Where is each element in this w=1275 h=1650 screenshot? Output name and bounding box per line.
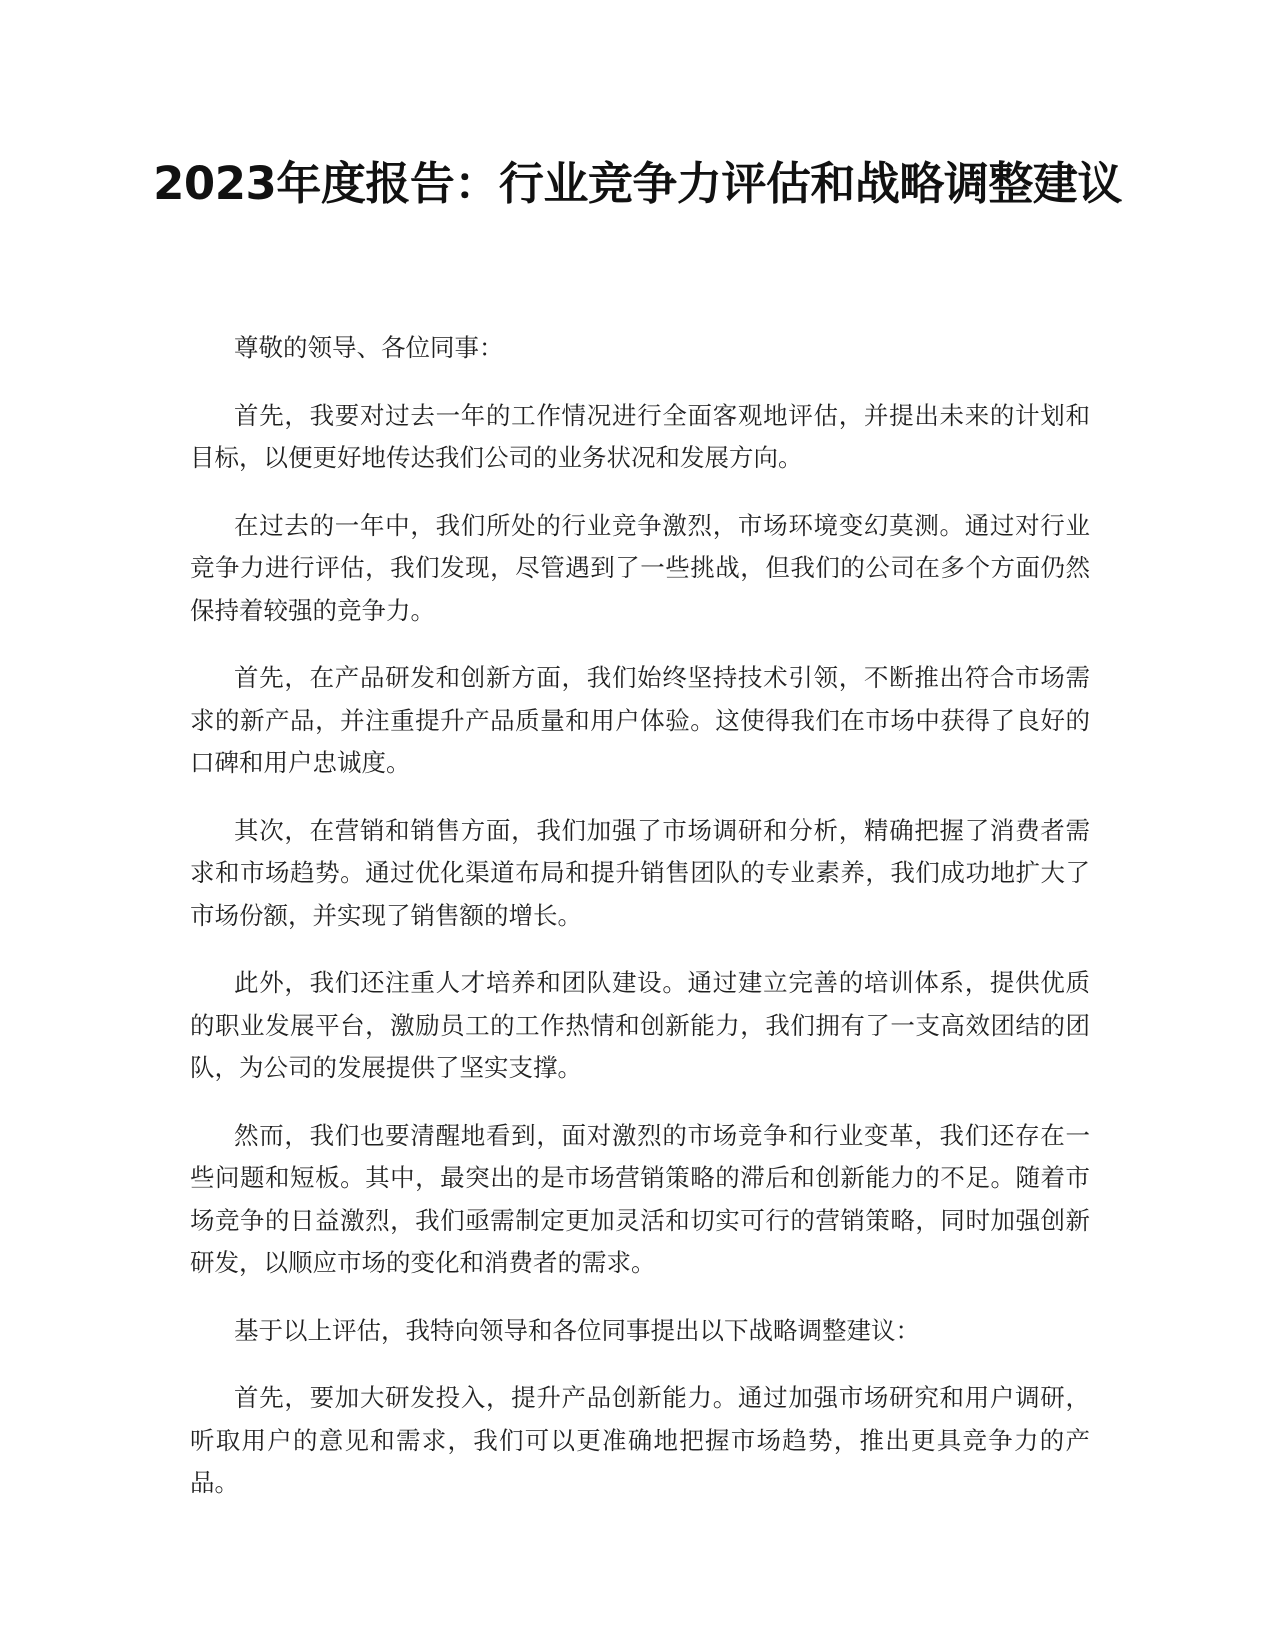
paragraph-salutation: 尊敬的领导、各位同事： [234, 333, 504, 362]
paragraph: 首先，我要对过去一年的工作情况进行全面客观地评估，并提出未来的计划和目标，以便更好地传达我们公司的业务状况和发展方向。 [190, 400, 1090, 472]
paragraph: 其次，在营销和销售方面，我们加强了市场调研和分析，精确把握了消费者需求和市场趋势。通过优化渠道布局和提升销售团队的专业素养，我们成功地扩大了市场份额，并实现了销售额的增长。 [190, 815, 1090, 930]
paragraph: 然而，我们也要清醒地看到，面对激烈的市场竞争和行业变革，我们还存在一些问题和短板。其中，最突出的是市场营销策略的滞后和创新能力的不足。随着市场竞争的日益激烈，我们亟需制定更加灵活和切实可行的营销策略，同时加强创新研发，以顺应市场的变化和消费者的需求。 [190, 1120, 1090, 1277]
paragraph: 首先，在产品研发和创新方面，我们始终坚持技术引领，不断推出符合市场需求的新产品，并注重提升产品质量和用户体验。这使得我们在市场中获得了良好的口碑和用户忠诚度。 [190, 663, 1090, 777]
document-title: 2023年度报告：行业竞争力评估和战略调整建议 [153, 157, 1122, 210]
paragraph: 首先，要加大研发投入，提升产品创新能力。通过加强市场研究和用户调研，听取用户的意见和需求，我们可以更准确地把握市场趋势，推出更具竞争力的产品。 [190, 1383, 1090, 1497]
paragraph: 此外，我们还注重人才培养和团队建设。通过建立完善的培训体系，提供优质的职业发展平台，激励员工的工作热情和创新能力，我们拥有了一支高效团结的团队，为公司的发展提供了坚实支撑。 [190, 968, 1090, 1082]
paragraph: 基于以上评估，我特向领导和各位同事提出以下战略调整建议： [234, 1315, 920, 1345]
document-body [190, 327, 1090, 1530]
paragraph: 在过去的一年中，我们所处的行业竞争激烈，市场环境变幻莫测。通过对行业竞争力进行评估，我们发现，尽管遇到了一些挑战，但我们的公司在多个方面仍然保持着较强的竞争力。 [190, 510, 1090, 625]
